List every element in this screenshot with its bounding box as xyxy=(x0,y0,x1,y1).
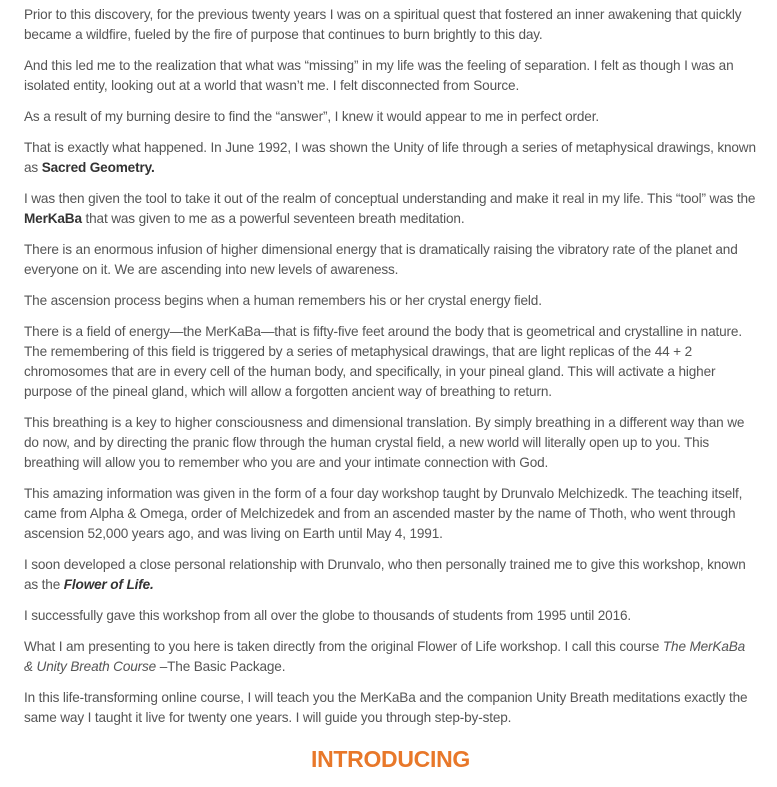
sacred-geometry-bold: Sacred Geometry. xyxy=(41,160,155,175)
text: What I am presenting to you here is taken directly from the original Flower of Life workshop. I call this course xyxy=(24,639,663,654)
paragraph: I successfully gave this workshop from all over the globe to thousands of students from 1995 until 2016. xyxy=(24,608,632,623)
text: that was given to me as a powerful seventeen breath meditation. xyxy=(81,211,465,226)
paragraph xyxy=(24,637,757,677)
paragraph: And this led me to the realization that what was “missing” in my life was the feeling of separation. I felt as though I was an isolated entity, looking out at a world that wasn’t me. I felt disconnected from Source. xyxy=(24,58,734,93)
text: –The Basic Package. xyxy=(156,659,286,674)
paragraph: There is an enormous infusion of higher dimensional energy that is dramatically raising the vibratory rate of the planet and everyone on it. We are ascending into new levels of awareness. xyxy=(24,242,738,277)
paragraph: In this life-transforming online course, I will teach you the MerKaBa and the companion Unity Breath meditations exactly the same way I taught it live for twenty one years. I will guide you through step-by-step. xyxy=(24,690,748,725)
introducing-heading: INTRODUCING xyxy=(311,746,470,772)
paragraph: This amazing information was given in the form of a four day workshop taught by Drunvalo Melchizedk. The teaching itself, came from Alpha & Omega, order of Melchizedek and from an ascended master by the name of Thoth, who went through ascension 52,000 years ago, and was living on Earth until May 4, 1991. xyxy=(24,486,743,541)
flower-of-life-bold xyxy=(64,577,154,592)
paragraph: There is a field of energy—the MerKaBa—that is fifty-five feet around the body that is geometrical and crystalline in nature. The remembering of this field is triggered by a series of metaphysical drawings, that are light replicas of the 44 + 2 chromosomes that are in every cell of the human body, and specifically, in your pineal gland. This will activate a higher purpose of the pineal gland, which will allow a forgotten ancient way of breathing to return. xyxy=(24,324,742,399)
paragraph: Prior to this discovery, for the previous twenty years I was on a spiritual quest that fostered an inner awakening that quickly became a wildfire, fueled by the fire of purpose that continues to burn brightly to this day. xyxy=(24,7,742,42)
text: That is exactly what happened. In June 1992, I was shown the Unity of life through a series of metaphysical drawings, known as xyxy=(24,140,756,175)
merkaba-bold: MerKaBa xyxy=(24,211,82,226)
paragraph: This breathing is a key to higher consciousness and dimensional translation. By simply breathing in a different way than we do now, and by directing the pranic flow through the human crystal field, a new world will literally open up to you. This breathing will allow you to remember who you are and your intimate connection with God. xyxy=(24,415,745,470)
paragraph xyxy=(24,555,757,595)
paragraph: As a result of my burning desire to find the “answer”, I knew it would appear to me in perfect order. xyxy=(24,109,599,124)
text: I soon developed a close personal relationship with Drunvalo, who then personally trained me to give this workshop, known as the xyxy=(24,557,746,592)
paragraph xyxy=(24,189,757,229)
paragraph xyxy=(24,138,757,178)
text: I was then given the tool to take it out of the realm of conceptual understanding and make it real in my life. This “tool” was the xyxy=(24,191,756,206)
flower-of-life-italic: Flower of Life. xyxy=(63,577,154,592)
course-title-italic: The MerKaBa & Unity Breath Course xyxy=(24,639,746,674)
paragraph: The ascension process begins when a human remembers his or her crystal energy field. xyxy=(24,293,542,308)
